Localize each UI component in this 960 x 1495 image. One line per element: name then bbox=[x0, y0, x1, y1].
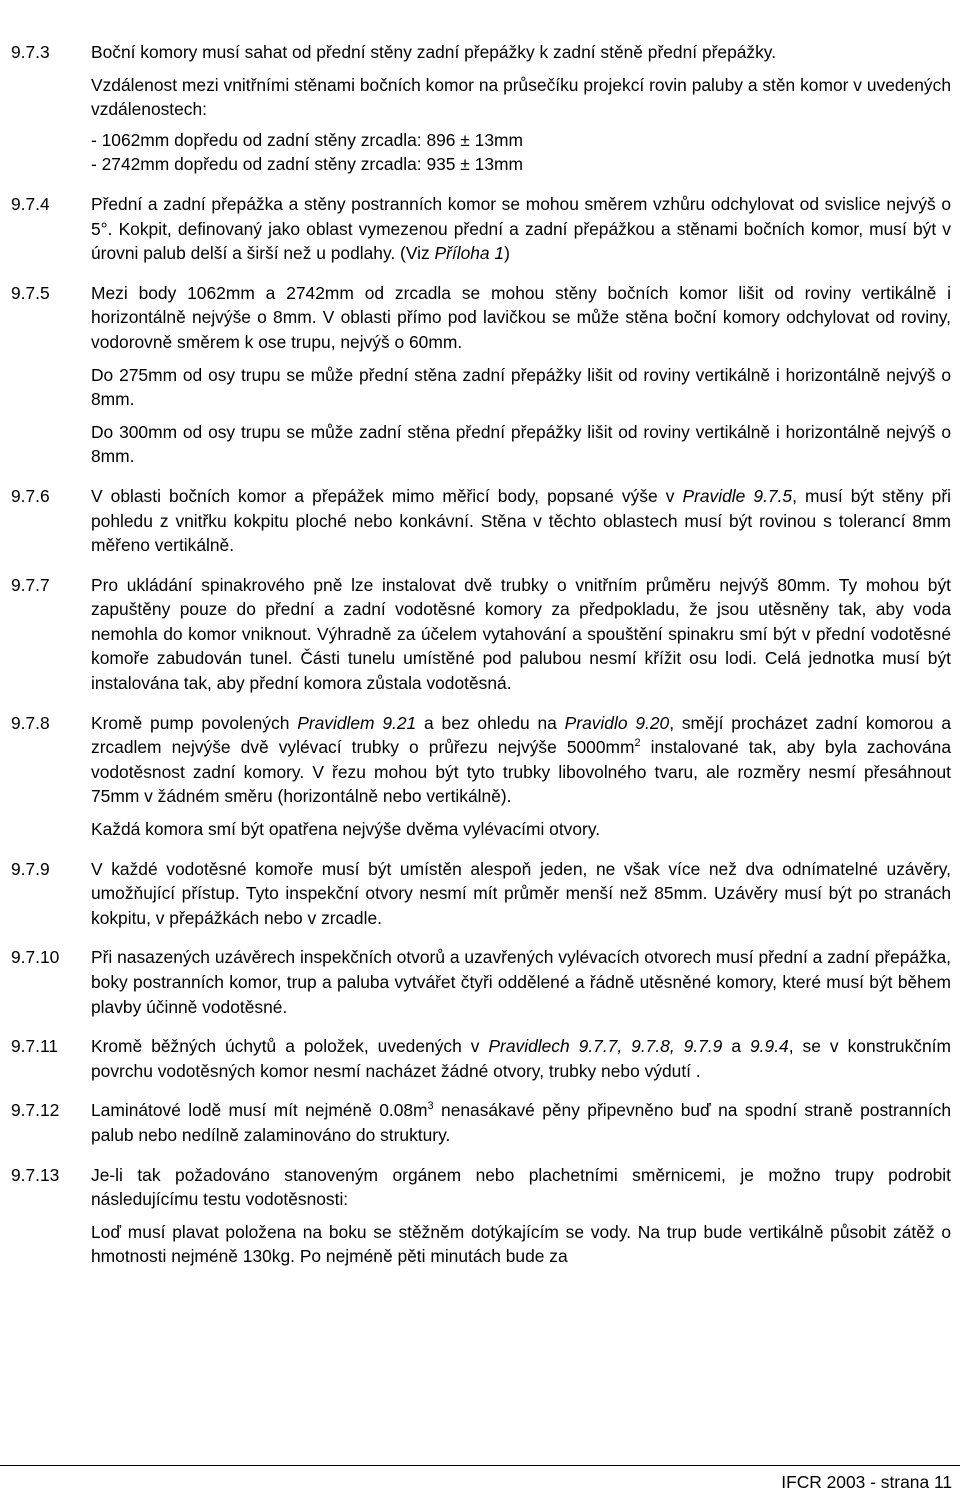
document-body bbox=[0, 40, 960, 1284]
section-number: 9.7.9 bbox=[11, 858, 50, 879]
paragraph: Laminátové lodě musí mít nejméně $0.08m^3$ nenasákavé pěny připevněno buď na spodní straně postranních palub nebo nedílně zalaminováno do struktury. bbox=[91, 1100, 951, 1145]
paragraph: Kromě pump povolených Pravidlem 9.21 a bez ohledu na Pravidlo 9.20, smějí procházet zadní komorou a zrcadlem nejvýše dvě vylévací trubky o průřezu nejvýše $5000mm^2$ instalované tak, aby byla zachována vodotěsnost zadní komory. V řezu mohou být tyto trubky libovolného tvaru, ale rozměry nesmí přesáhnout 75mm v žádném směru (horizontálně nebo vertikálně). bbox=[91, 712, 951, 807]
list-item: - 1062mm dopředu od zadní stěny zrcadla: 896 ± 13mm bbox=[91, 129, 523, 150]
section-9-7-4 bbox=[0, 192, 951, 266]
paragraph: Každá komora smí být opatřena nejvýše dvěma vylévacími otvory. bbox=[91, 819, 601, 840]
section-number: 9.7.8 bbox=[11, 712, 50, 733]
paragraph: Do 300mm od osy trupu se může zadní stěna přední přepážky lišit od roviny vertikálně i horizontálně nejvýš o 8mm. bbox=[91, 421, 951, 467]
paragraph: Kromě běžných úchytů a položek, uvedených v Pravidlech 9.7.7, 9.7.8, 9.7.9 a 9.9.4, se v konstrukčním povrchu vodotěsných komor nesmí nacházet žádné otvory, trubky nebo výdutí . bbox=[91, 1036, 951, 1081]
section-number: 9.7.3 bbox=[11, 42, 50, 62]
section-9-7-10 bbox=[0, 945, 951, 1019]
paragraph: V oblasti bočních komor a přepážek mimo měřicí body, popsané výše v Pravidle 9.7.5, musí být stěny při pohledu z vnitřku kokpitu ploché nebo konkávní. Stěna v těchto oblastech musí být rovinou s tolerancí 8mm měřeno vertikálně. bbox=[91, 485, 952, 556]
page-footer: IFCR 2003 - strana 11 bbox=[781, 1472, 952, 1492]
section-number: 9.7.11 bbox=[11, 1036, 59, 1057]
section-number: 9.7.12 bbox=[11, 1100, 60, 1121]
footer-divider bbox=[0, 1465, 960, 1466]
paragraph: Je-li tak požadováno stanoveným orgánem nebo plachetními směrnicemi, je možno trupy podrobit následujícímu testu vodotěsnosti: bbox=[91, 1164, 951, 1210]
paragraph: Pro ukládání spinakrového pně lze instalovat dvě trubky o vnitřním průměru nejvýš 80mm. Ty mohou být zapuštěny pouze do přední a zadní vodotěsné komory za předpokladu, že jsou utěsněny tak, aby voda nemohla do komor vniknout. Výhradně za účelem vytahování a spouštění spinakru smí být v přední vodotěsné komoře zabudován tunel. Části tunelu umístěné pod palubou nesmí křížit osu lodi. Celá jednotka musí být instalována tak, aby přední komora zůstala vodotěsná. bbox=[91, 574, 951, 694]
list-item: - 2742mm dopředu od zadní stěny zrcadla: 935 ± 13mm bbox=[91, 154, 523, 175]
paragraph: Loď musí plavat položena na boku se stěžněm dotýkajícím se vody. Na trup bude vertikálně působit zátěž o hmotnosti nejméně 130kg. Po nejméně pěti minutách bude za bbox=[91, 1221, 951, 1267]
section-number: 9.7.10 bbox=[11, 947, 60, 968]
paragraph: Mezi body 1062mm a 2742mm od zrcadla se mohou stěny bočních komor lišit od roviny vertikálně i horizontálně nejvýše o 8mm. V oblasti přímo pod lavičkou se může stěna boční komory odchylovat od roviny, vodorovně směrem k ose trupu, nejvýš o 60mm. bbox=[91, 282, 951, 352]
section-9-7-13 bbox=[0, 1163, 951, 1269]
section-number: 9.7.7 bbox=[11, 574, 50, 595]
section-number: 9.7.5 bbox=[11, 282, 50, 303]
paragraph: Vzdálenost mezi vnitřními stěnami bočních komor na průsečíku projekcí rovin paluby a stěn komor v uvedených vzdálenostech: bbox=[91, 74, 951, 120]
section-9-7-12 bbox=[0, 1098, 951, 1147]
section-9-7-3 bbox=[0, 40, 951, 177]
section-number: 9.7.13 bbox=[11, 1164, 60, 1185]
section-number: 9.7.4 bbox=[11, 193, 50, 214]
section-number: 9.7.6 bbox=[11, 485, 50, 506]
paragraph: Přední a zadní přepážka a stěny postranních komor se mohou směrem vzhůru odchylovat od svislice nejvýš o 5°. Kokpit, definovaný jako oblast vymezenou přední a zadní přepážkou a stěnami bočních komor, musí být v úrovni palub delší a širší než u podlahy. (Viz Příloha 1) bbox=[91, 193, 951, 264]
distance-list bbox=[91, 128, 951, 177]
section-9-7-6 bbox=[0, 484, 951, 558]
section-9-7-11 bbox=[0, 1034, 951, 1083]
paragraph: V každé vodotěsné komoře musí být umístěn alespoň jeden, ne však více než dva odnímatelné uzávěry, umožňující přístup. Tyto inspekční otvory nesmí mít průměr menší než 85mm. Uzávěry musí být po stranách kokpitu, v přepážkách nebo v zrcadle. bbox=[91, 858, 951, 928]
section-9-7-5 bbox=[0, 281, 951, 469]
section-9-7-9 bbox=[0, 857, 951, 931]
section-9-7-8 bbox=[0, 711, 951, 842]
paragraph: Do 275mm od osy trupu se může přední stěna zadní přepážky lišit od roviny vertikálně i horizontálně nejvýš o 8mm. bbox=[91, 364, 951, 410]
paragraph: Při nasazených uzávěrech inspekčních otvorů a uzavřených vylévacích otvorech musí přední a zadní přepážka, boky postranních komor, trup a paluba vytvářet čtyři oddělené a řádně utěsněné komory, které musí být během plavby účinně vodotěsné. bbox=[91, 947, 951, 1017]
paragraph: Boční komory musí sahat od přední stěny zadní přepážky k zadní stěně přední přepážky. bbox=[91, 42, 777, 62]
section-9-7-7 bbox=[0, 573, 951, 696]
